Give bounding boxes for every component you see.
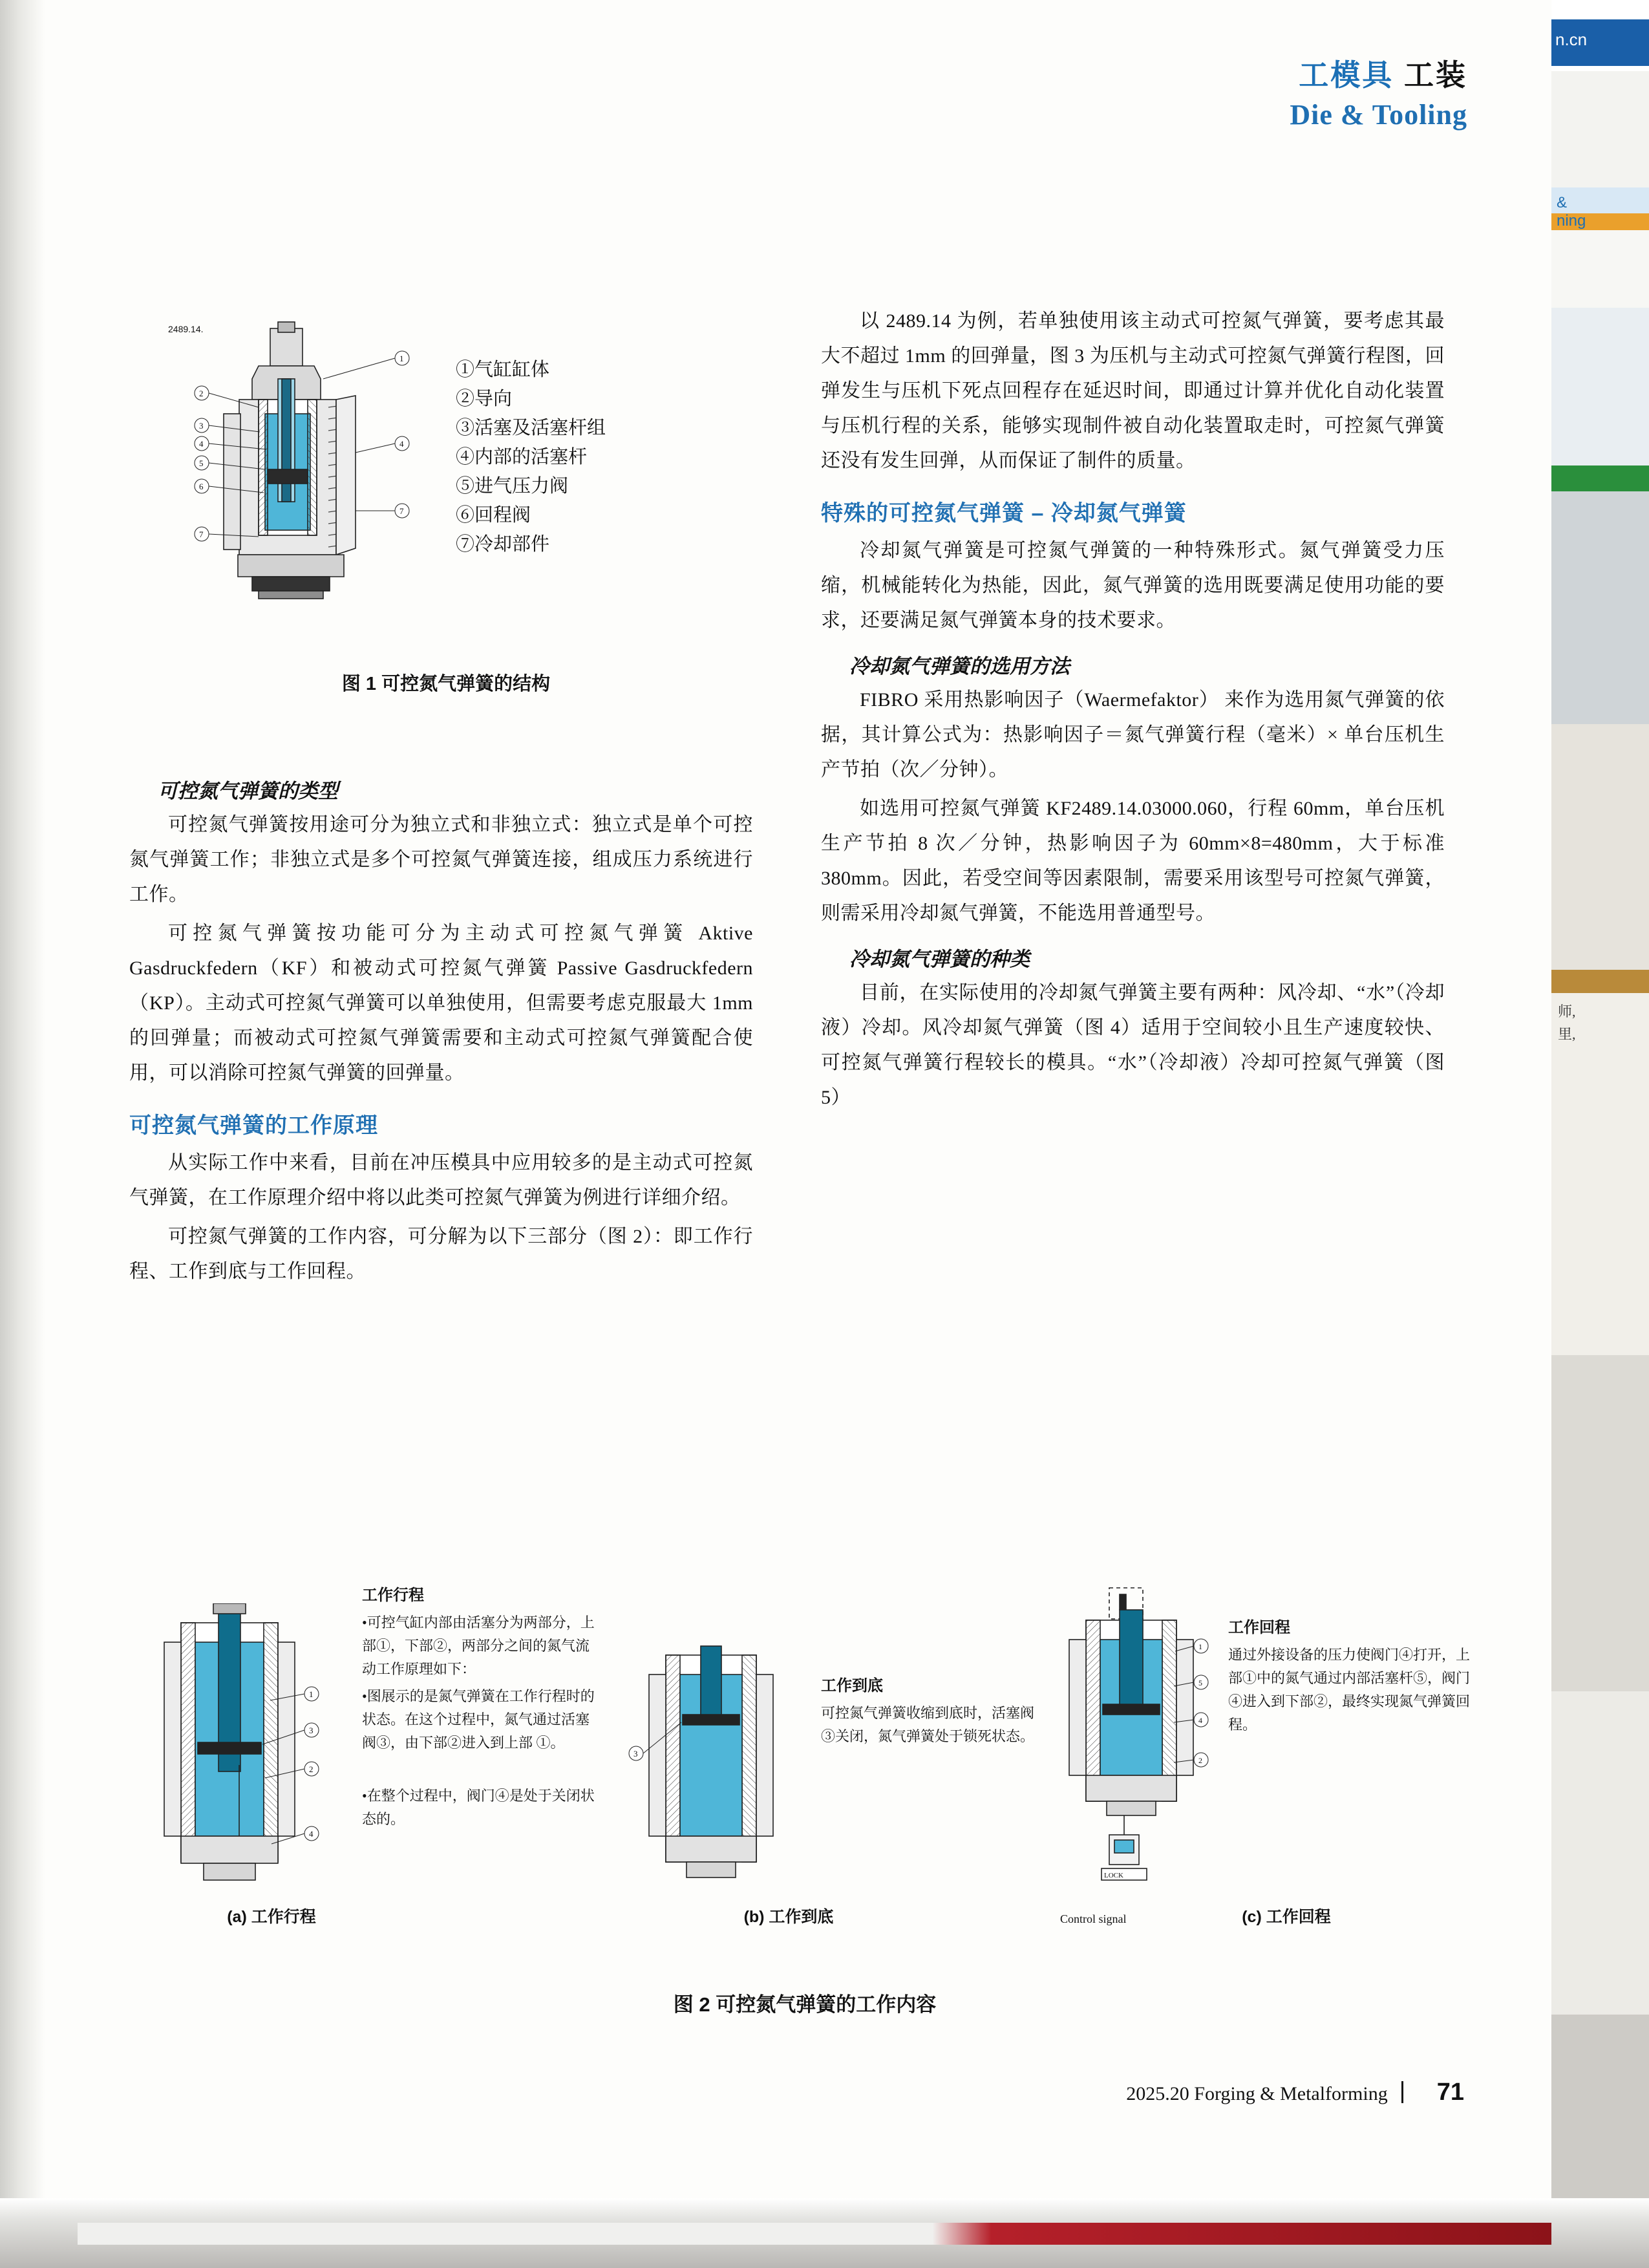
figure-2a-text-1: •可控气缸内部由活塞分为两部分，上部①，下部②，两部分之间的氮气流动工作原理如下： — [362, 1614, 595, 1677]
stack-tab-ning: ning — [1557, 212, 1586, 230]
svg-text:1: 1 — [1198, 1642, 1202, 1651]
stack-layer-7 — [1551, 993, 1649, 1355]
figure-2b-drawing — [627, 1642, 795, 1901]
figure-2c-subcaption: (c) 工作回程 — [1242, 1908, 1331, 1926]
figure-2c-control-signal: Control signal — [1060, 1912, 1127, 1925]
figure-1-part-label: 2489.14. — [168, 324, 204, 334]
legend-item-7: ⑦冷却部件 — [456, 534, 550, 555]
svg-text:3: 3 — [633, 1749, 638, 1759]
masthead-cn-black: 工装 — [1404, 58, 1467, 92]
stack-tab-amp: & — [1557, 194, 1568, 211]
page-stack-right — [1551, 0, 1649, 2268]
lock-label: LOCK — [1104, 1872, 1123, 1879]
svg-text:4: 4 — [199, 439, 204, 449]
heading-selection-method: 冷却氮气弹簧的选用方法 — [849, 655, 1070, 678]
para-special-1: 冷却氮气弹簧是可控氮气弹簧的一种特殊形式。氮气弹簧受力压缩，机械能转化为热能，因此，氮气弹簧的选用既要满足使用功能的要求，还要满足氮气弹簧本身的技术要求。 — [821, 540, 1445, 631]
svg-text:5: 5 — [1198, 1678, 1202, 1687]
figure-1-caption: 图 1 可控氮气弹簧的结构 — [341, 674, 551, 694]
svg-text:2: 2 — [309, 1764, 314, 1774]
stack-note-2: 里, — [1558, 1026, 1576, 1042]
right-column — [821, 304, 1445, 1119]
stack-note-1: 师, — [1558, 1003, 1576, 1020]
figure-2a-text-3: •在整个过程中，阀门④是处于关闭状态的。 — [362, 1788, 595, 1827]
page-footer — [1126, 2079, 1464, 2106]
heading-kinds: 冷却氮气弹簧的种类 — [849, 948, 1030, 970]
figure-2 — [116, 1571, 1493, 1972]
svg-text:1: 1 — [309, 1689, 314, 1699]
stack-tab-text-wrap — [1551, 194, 1649, 252]
svg-text:7: 7 — [199, 530, 204, 539]
figure-2-caption: 图 2 可控氮气弹簧的工作内容 — [673, 1993, 937, 2016]
heading-working-principle: 可控氮气弹簧的工作原理 — [129, 1113, 378, 1138]
svg-text:5: 5 — [199, 458, 204, 468]
para-kinds-1: 目前，在实际使用的冷却氮气弹簧主要有两种：风冷却、“水”（冷却液）冷却。风冷却氮气弹簧（图 4）适用于空间较小且生产速度较快、可控氮气弹簧行程较长的模具。“水”（冷却液）冷却可控氮气弹簧（图 5） — [821, 982, 1445, 1108]
figure-1-drawing — [162, 317, 465, 621]
stack-band-tan — [1551, 970, 1649, 993]
para-method-2: 如选用可控氮气弹簧 KF2489.14.03000.060，行程 60mm，单台压机生产节拍 8 次／分钟，热影响因子为 60mm×8=480mm，大于标准 380mm。因此，若受空间等因素限制，需要采用该型号可控氮气弹簧，则需采用冷却氮气弹簧，不能选用普通型号。 — [821, 798, 1445, 924]
masthead — [1290, 52, 1467, 131]
svg-text:2: 2 — [1198, 1756, 1202, 1765]
figure-2a-drawing — [142, 1603, 336, 1907]
para-principle-1: 从实际工作中来看，目前在冲压模具中应用较多的是主动式可控氮气弹簧，在工作原理介绍中将以此类可控氮气弹簧为例进行详细介绍。 — [129, 1152, 753, 1208]
page-bottom-red-bar — [78, 2223, 1551, 2245]
figure-2b-text-1: 可控氮气弹簧收缩到底时，活塞阀③关闭，氮气弹簧处于锁死状态。 — [821, 1705, 1035, 1744]
legend-item-4: ④内部的活塞杆 — [456, 447, 588, 467]
page-left-edge-shadow — [0, 0, 45, 2211]
footer-divider — [1401, 2081, 1403, 2103]
stack-tab-domain: n.cn — [1555, 30, 1588, 49]
masthead-cn-blue: 工模具 — [1299, 58, 1394, 92]
para-method-1: FIBRO 采用热影响因子（Waermefaktor） 来作为选用氮气弹簧的依据，其计算公式为：热影响因子＝氮气弹簧行程（毫米）× 单台压机生产节拍（次／分钟）。 — [821, 689, 1445, 780]
heading-special-spring: 特殊的可控氮气弹簧 – 冷却氮气弹簧 — [821, 501, 1187, 526]
svg-text:1: 1 — [399, 354, 404, 363]
svg-text:3: 3 — [309, 1726, 314, 1735]
footer-issue: 2025.20 Forging & Metalforming — [1126, 2083, 1388, 2104]
figure-1 — [162, 317, 730, 666]
page-number: 71 — [1436, 2079, 1464, 2106]
figure-2b-subcaption: (b) 工作到底 — [743, 1908, 834, 1926]
svg-text:6: 6 — [199, 482, 204, 491]
legend-item-3: ③活塞及活塞杆组 — [456, 418, 606, 438]
stack-band-green — [1551, 465, 1649, 491]
svg-text:2: 2 — [199, 389, 204, 398]
svg-text:4: 4 — [309, 1829, 314, 1839]
svg-text:4: 4 — [399, 439, 404, 449]
figure-2c-text-1: 通过外接设备的压力使阀门④打开，上部①中的氮气通过内部活塞杆⑤，阀门④进入到下部②，最终实现氮气弹簧回程。 — [1228, 1647, 1471, 1733]
stack-layer-8 — [1551, 1355, 1649, 1691]
para-types-1: 可控氮气弹簧按用途可分为独立式和非独立式：独立式是单个可控氮气弹簧工作；非独立式是多个可控氮气弹簧连接，组成压力系统进行工作。 — [129, 814, 753, 905]
stack-layer-9 — [1551, 1691, 1649, 2015]
para-principle-2: 可控氮气弹簧的工作内容，可分解为以下三部分（图 2）：即工作行程、工作到底与工作回程。 — [129, 1226, 753, 1282]
figure-2c-drawing — [1047, 1584, 1215, 1888]
para-types-2: 可控氮气弹簧按功能可分为主动式可控氮气弹簧 Aktive Gasdruckfedern（KF）和被动式可控氮气弹簧 Passive Gasdruckfedern（KP）。主动式可控氮气弹簧可以单独使用，但需要考虑克服最大 1mm 的回弹量；而被动式可控氮气弹簧需要和主动式可控氮气弹簧配合使用，可以消除可控氮气弹簧的回弹量。 — [129, 923, 753, 1084]
heading-spring-types: 可控氮气弹簧的类型 — [158, 780, 338, 802]
figure-2a-title: 工作行程 — [362, 1587, 424, 1604]
figure-2a-text-2: •图展示的是氮气弹簧在工作行程时的状态。在这个过程中，氮气通过活塞阀③，由下部②进入到上部 ①。 — [362, 1688, 595, 1751]
masthead-cn — [1290, 52, 1467, 94]
legend-item-2: ②导向 — [456, 389, 513, 409]
para-right-top: 以 2489.14 为例，若单独使用该主动式可控氮气弹簧，要考虑其最大不超过 1mm 的回弹量，图 3 为压机与主动式可控氮气弹簧行程图，回弹发生与压机下死点回程存在延迟时间，即通过计算并优化自动化装置与压机行程的关系，能够实现制件被自动化装置取走时，可控氮气弹簧还没有发生回弹，从而保证了制件的质量。 — [821, 310, 1445, 471]
svg-text:7: 7 — [399, 506, 404, 516]
figure-2b-title: 工作到底 — [821, 1678, 883, 1695]
legend-item-5: ⑤进气压力阀 — [456, 476, 569, 497]
legend-item-1: ①气缸缸体 — [456, 359, 550, 380]
svg-text:3: 3 — [199, 421, 204, 431]
masthead-en: Die & Tooling — [1290, 99, 1467, 131]
figure-2a-subcaption: (a) 工作行程 — [227, 1908, 316, 1926]
figure-1-legend — [456, 356, 606, 559]
stack-layer-6 — [1551, 724, 1649, 996]
stack-layer-5 — [1551, 491, 1649, 724]
left-column — [129, 763, 753, 1293]
svg-text:4: 4 — [1198, 1716, 1202, 1725]
legend-item-6: ⑥回程阀 — [456, 505, 531, 526]
stack-tab-blue — [1551, 19, 1649, 66]
figure-2c-title: 工作回程 — [1228, 1620, 1290, 1636]
